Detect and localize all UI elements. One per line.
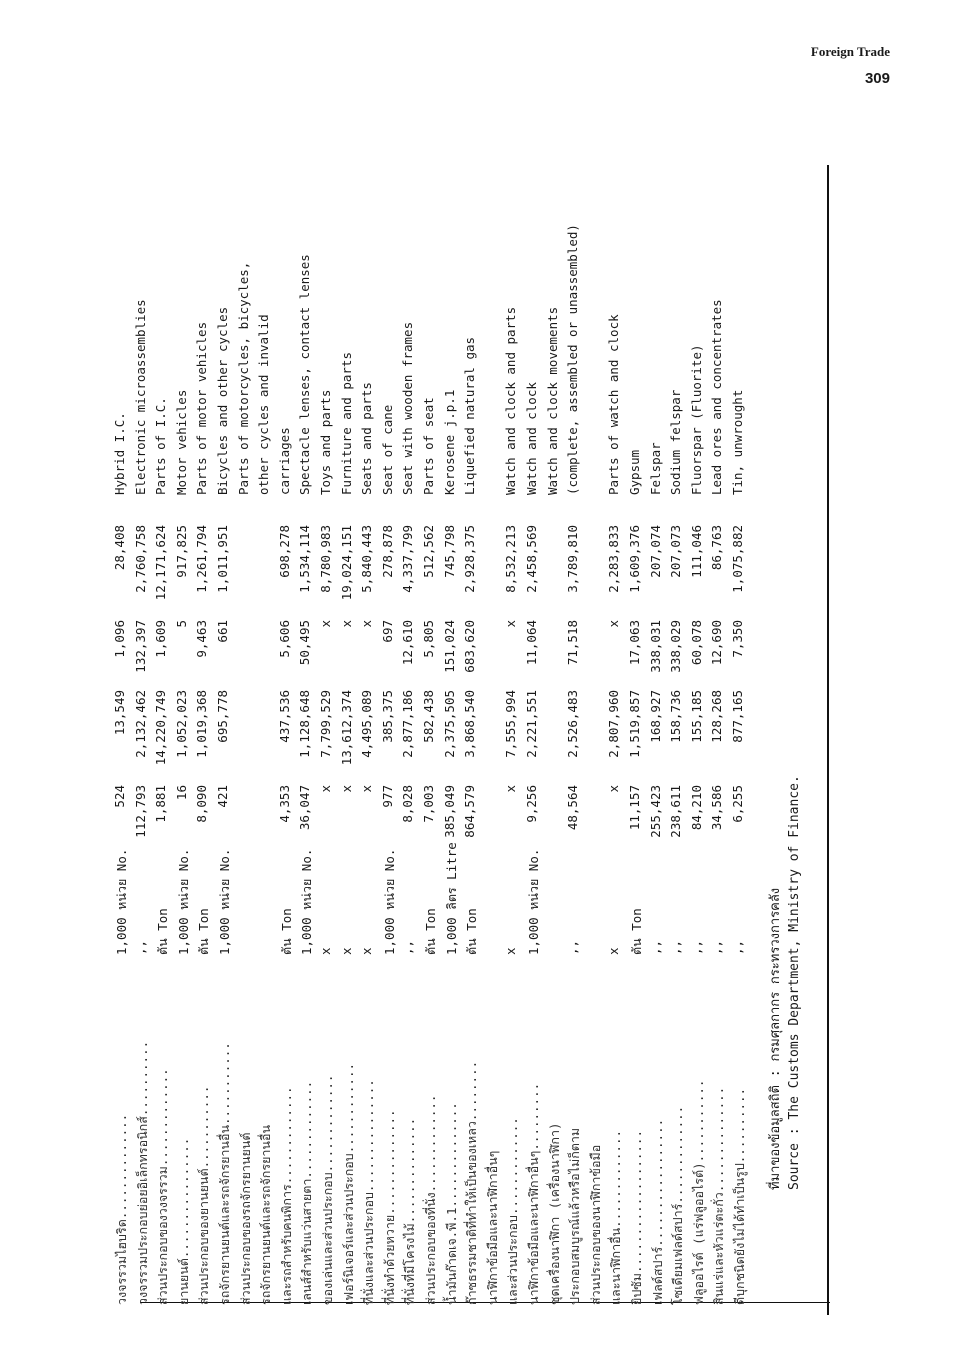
unit-cell: x xyxy=(318,947,333,955)
value-cell: 71,518 xyxy=(565,620,581,666)
value-cell: 48,564 xyxy=(565,785,581,831)
thai-label: ส่วนประกอบของยานยนต์........... xyxy=(196,1085,212,1305)
unit-cell: 1,000 หน่วย No. xyxy=(381,848,397,955)
value-cell: 385,375 xyxy=(379,690,395,743)
english-label: Seats and parts xyxy=(359,382,375,495)
value-cell: x xyxy=(318,620,333,628)
value-cell: 112,793 xyxy=(132,785,148,838)
english-label: Parts of seat xyxy=(421,397,436,495)
unit-cell: ,, xyxy=(132,939,148,955)
value-cell: x xyxy=(359,785,375,793)
table-row xyxy=(277,145,299,1305)
value-cell: 864,579 xyxy=(462,785,478,838)
table-row xyxy=(400,145,422,1305)
value-cell: 582,438 xyxy=(421,690,436,743)
english-label: other cycles and invalid xyxy=(256,314,272,495)
table-row xyxy=(648,145,670,1305)
value-cell: 7,350 xyxy=(730,620,745,658)
table-row xyxy=(668,145,690,1305)
table-row xyxy=(462,145,484,1305)
thai-label: ที่นั่งทำด้วยหวาย.............. xyxy=(381,1109,397,1305)
value-cell: x xyxy=(338,620,354,628)
table-row xyxy=(133,145,155,1305)
english-label: carriages xyxy=(276,427,292,495)
value-cell: 3,868,540 xyxy=(462,690,478,758)
page-header xyxy=(811,44,890,87)
english-label: Motor vehicles xyxy=(173,389,189,495)
unit-cell: ,, xyxy=(688,939,704,955)
unit-cell: x xyxy=(359,947,375,955)
table-row xyxy=(606,145,628,1305)
english-label: Parts of motorcycles, bicycles, xyxy=(235,261,251,495)
value-cell: 86,763 xyxy=(709,525,725,571)
thai-label: ส่วนประกอบของรถจักรยานยนต์ xyxy=(237,1132,253,1305)
thai-label: ฟลูออไรต์ (แร่ฟลูออไรต์)........... xyxy=(690,1079,706,1305)
value-cell: 4,353 xyxy=(276,785,292,823)
value-cell: 34,586 xyxy=(709,785,725,831)
value-cell: 2,283,833 xyxy=(606,525,622,593)
value-cell: 5,805 xyxy=(421,620,436,658)
english-label: Felspar xyxy=(647,442,663,495)
table-row xyxy=(586,145,608,1305)
unit-cell: 1,000 ลิตร Litre xyxy=(443,842,459,955)
value-cell: 7,003 xyxy=(421,785,436,823)
english-label: Toys and parts xyxy=(318,389,333,495)
table-row xyxy=(730,145,752,1305)
value-cell: 8,532,213 xyxy=(503,525,519,593)
value-cell: 1,519,857 xyxy=(627,690,642,758)
unit-cell: ตัน Ton xyxy=(423,908,438,955)
value-cell: 8,090 xyxy=(194,785,210,823)
english-label: Spectacle lenses, contact lenses xyxy=(297,254,313,495)
english-label: (complete, assembled or unassembled) xyxy=(565,224,581,495)
thai-label: โซเดียมเฟลด์สปาร์............. xyxy=(670,1105,686,1305)
unit-cell: ตัน Ton xyxy=(629,908,644,955)
value-cell: 12,690 xyxy=(709,620,725,666)
value-cell: 12,610 xyxy=(400,620,416,666)
value-cell: 385,049 xyxy=(441,785,457,838)
value-cell: 745,798 xyxy=(441,525,457,578)
table-row xyxy=(318,145,340,1305)
value-cell: 698,278 xyxy=(276,525,292,578)
value-cell: 2,132,462 xyxy=(132,690,148,758)
section-title: Foreign Trade xyxy=(810,44,890,59)
value-cell: 1,261,794 xyxy=(194,525,210,593)
value-cell: 5,606 xyxy=(276,620,292,658)
value-cell: 2,526,483 xyxy=(565,690,581,758)
thai-label: ส่วนประกอบของที่นั่ง............. xyxy=(423,1094,438,1305)
unit-cell: ,, xyxy=(565,939,581,955)
value-cell: 1,075,882 xyxy=(730,525,745,593)
value-cell: 3,789,810 xyxy=(565,525,581,593)
value-cell: 19,024,151 xyxy=(338,525,354,601)
value-cell: 1,019,368 xyxy=(194,690,210,758)
english-label: Parts of watch and clock xyxy=(606,314,622,495)
table-row xyxy=(297,145,319,1305)
value-cell: 7,555,994 xyxy=(503,690,519,758)
thai-label: ที่นั่งและส่วนประกอบ............... xyxy=(361,1079,377,1305)
thai-label: ยานยนต์................ xyxy=(175,1137,191,1305)
english-label: Tin, unwrought xyxy=(730,389,745,495)
page-number: 309 xyxy=(864,70,890,87)
value-cell: 683,620 xyxy=(462,620,478,673)
value-cell: 278,878 xyxy=(379,525,395,578)
value-cell: 977 xyxy=(379,785,395,808)
thai-label: และนาฬิกาอื่น............. xyxy=(608,1129,624,1305)
english-label: Liquefied natural gas xyxy=(462,336,478,495)
unit-cell: 1,000 หน่วย No. xyxy=(299,848,315,955)
table-row xyxy=(565,145,587,1305)
thai-label: ส่วนประกอบของนาฬิกาข้อมือ xyxy=(587,1144,603,1305)
english-label: Fluorspar (Fluorite) xyxy=(688,344,704,495)
value-cell: 238,611 xyxy=(668,785,684,838)
unit-cell: 1,000 หน่วย No. xyxy=(217,848,232,955)
thai-label: ก๊าซธรรมชาติที่ทำให้เป็นของเหลว........ xyxy=(464,1060,480,1305)
english-label: Watch and clock xyxy=(524,382,539,495)
english-label: Watch and clock movements xyxy=(544,306,560,495)
value-cell: 421 xyxy=(215,785,230,808)
value-cell: 8,028 xyxy=(400,785,416,823)
value-cell: 877,165 xyxy=(730,690,745,743)
value-cell: 1,881 xyxy=(153,785,169,823)
thai-label: เฟอร์นิเจอร์และส่วนประกอบ............ xyxy=(340,1062,356,1305)
english-label: Furniture and parts xyxy=(338,352,354,495)
thai-label: ที่นั่งที่มีโครงไม้.............. xyxy=(402,1117,418,1305)
english-label: Hybrid I.C. xyxy=(112,412,127,495)
thai-label: รถจักรยานยนต์และรถจักรยานอื่น xyxy=(258,1124,274,1305)
table-row xyxy=(421,145,443,1305)
thai-label: ของเล่นและส่วนประกอบ............. xyxy=(320,1074,335,1305)
value-cell: 1,534,114 xyxy=(297,525,313,593)
value-cell: 132,397 xyxy=(132,620,148,673)
table-row xyxy=(627,145,649,1305)
english-label: Parts of motor vehicles xyxy=(194,321,210,495)
table-row xyxy=(339,145,361,1305)
source-english: Source : The Customs Department, Ministry of Finance. xyxy=(787,775,802,1190)
unit-cell: ,, xyxy=(647,939,663,955)
table-row xyxy=(483,145,505,1305)
value-cell: 8,780,983 xyxy=(318,525,333,593)
value-cell: 60,078 xyxy=(688,620,704,666)
unit-cell: ,, xyxy=(709,939,725,955)
value-cell: 14,220,749 xyxy=(153,690,169,766)
value-cell: x xyxy=(503,620,519,628)
table-row xyxy=(112,145,134,1305)
value-cell: x xyxy=(503,785,519,793)
unit-cell: 1,000 หน่วย No. xyxy=(526,848,541,955)
english-label: Parts of I.C. xyxy=(153,397,169,495)
value-cell: 36,047 xyxy=(297,785,313,831)
value-cell: 128,268 xyxy=(709,690,725,743)
value-cell: 1,128,648 xyxy=(297,690,313,758)
thai-label: สินแร่และหัวแร่ตะกั่ว.............. xyxy=(711,1086,727,1305)
value-cell: 1,609 xyxy=(153,620,169,658)
value-cell: 11,064 xyxy=(524,620,539,666)
table-row xyxy=(545,145,567,1305)
table-row xyxy=(174,145,196,1305)
value-cell: 16 xyxy=(173,785,189,801)
value-cell: 2,928,375 xyxy=(462,525,478,593)
value-cell: x xyxy=(606,620,622,628)
value-cell: 661 xyxy=(215,620,230,643)
unit-cell: ตัน Ton xyxy=(278,908,294,955)
table-row xyxy=(524,145,546,1305)
english-label: Gypsum xyxy=(627,449,642,495)
value-cell: 512,562 xyxy=(421,525,436,578)
english-label: Bicycles and other cycles xyxy=(215,306,230,495)
value-cell: 2,760,758 xyxy=(132,525,148,593)
value-cell: 7,799,529 xyxy=(318,690,333,758)
value-cell: 1,011,951 xyxy=(215,525,230,593)
value-cell: 255,423 xyxy=(647,785,663,838)
english-label: Kerosene j.p.1 xyxy=(441,389,457,495)
value-cell: 437,536 xyxy=(276,690,292,743)
thai-label: ส่วนประกอบของวงจรรวม............. xyxy=(155,1068,171,1305)
table-row xyxy=(236,145,258,1305)
value-cell: 50,495 xyxy=(297,620,313,666)
unit-cell: 1,000 หน่วย No. xyxy=(175,848,191,955)
value-cell: 155,185 xyxy=(688,690,704,743)
table-row xyxy=(380,145,402,1305)
value-cell: 2,807,960 xyxy=(606,690,622,758)
value-cell: 17,063 xyxy=(627,620,642,666)
value-cell: 2,221,551 xyxy=(524,690,539,758)
thai-label: นาฬิกาข้อมือและนาฬิกาอื่นๆ xyxy=(484,1150,500,1305)
thai-label: วงจรรวมประกอบย่อยอิเล็กทรอนิกส์.......... xyxy=(134,1040,150,1305)
value-cell: 11,157 xyxy=(627,785,642,831)
value-cell: 28,408 xyxy=(112,525,127,571)
value-cell: 917,825 xyxy=(173,525,189,578)
unit-cell: 1,000 หน่วย No. xyxy=(114,848,129,955)
value-cell: 338,031 xyxy=(647,620,663,673)
unit-cell: x xyxy=(503,947,519,955)
value-cell: 338,029 xyxy=(668,620,684,673)
value-cell: 9,256 xyxy=(524,785,539,823)
table-row xyxy=(256,145,278,1305)
english-label: Electronic microassemblies xyxy=(132,299,148,495)
table-row xyxy=(153,145,175,1305)
value-cell: 2,458,569 xyxy=(524,525,539,593)
english-label: Seat with wooden frames xyxy=(400,321,416,495)
unit-cell: x xyxy=(606,947,622,955)
value-cell: 1,096 xyxy=(112,620,127,658)
value-cell: 5,840,443 xyxy=(359,525,375,593)
value-cell: 697 xyxy=(379,620,395,643)
table-row xyxy=(194,145,216,1305)
value-cell: 12,171,624 xyxy=(153,525,169,601)
value-cell: x xyxy=(318,785,333,793)
unit-cell: ,, xyxy=(668,939,684,955)
table-row xyxy=(503,145,525,1305)
english-label: Watch and clock and parts xyxy=(503,306,519,495)
thai-label: เลนส์สำหรับแว่นสายตา............. xyxy=(299,1080,315,1305)
value-cell: 13,612,374 xyxy=(338,690,354,766)
thai-label: ดีบุกชนิดยังไม่ได้ทำเป็นรูป.......... xyxy=(732,1087,747,1305)
value-cell: 207,074 xyxy=(647,525,663,578)
value-cell: 151,024 xyxy=(441,620,457,673)
thai-label: น้ำมันก๊าดเจ.พี.1.............. xyxy=(443,1102,459,1305)
value-cell: 2,375,505 xyxy=(441,690,457,758)
thai-label: รถจักรยานยนต์และรถจักรยานอื่น........... xyxy=(217,1042,232,1305)
thai-label: ยิปซัม................... xyxy=(629,1130,644,1305)
value-cell: x xyxy=(606,785,622,793)
value-cell: 695,778 xyxy=(215,690,230,743)
table-row xyxy=(689,145,711,1305)
value-cell: 4,337,799 xyxy=(400,525,416,593)
table-row xyxy=(215,145,237,1305)
value-cell: x xyxy=(359,620,375,628)
english-label: Lead ores and concentrates xyxy=(709,299,725,495)
unit-cell: ,, xyxy=(400,939,416,955)
thai-label: และรถสำหรับคนพิการ............. xyxy=(278,1086,294,1305)
value-cell: 158,736 xyxy=(668,690,684,743)
value-cell: 207,073 xyxy=(668,525,684,578)
value-cell: 5 xyxy=(173,620,189,628)
rotated-table xyxy=(112,145,832,1305)
thai-label: และส่วนประกอบ............. xyxy=(505,1117,521,1305)
value-cell: 1,609,376 xyxy=(627,525,642,593)
value-cell: 13,549 xyxy=(112,690,127,736)
thai-label: ประกอบสมบูรณ์แล้วหรือไม่ก็ตาม xyxy=(567,1127,583,1305)
unit-cell: ,, xyxy=(730,939,745,955)
thai-label: ชุดเครื่องนาฬิกา (เครื่องนาฬิกา) xyxy=(546,1122,562,1305)
value-cell: 1,052,023 xyxy=(173,690,189,758)
value-cell: 2,877,186 xyxy=(400,690,416,758)
value-cell: 524 xyxy=(112,785,127,808)
value-cell: 168,927 xyxy=(647,690,663,743)
value-cell: 4,495,089 xyxy=(359,690,375,758)
value-cell: 111,046 xyxy=(688,525,704,578)
thai-label: เฟลด์สปาร์................. xyxy=(649,1118,665,1305)
value-cell: 6,255 xyxy=(730,785,745,823)
table-row xyxy=(359,145,381,1305)
unit-cell: ตัน Ton xyxy=(155,908,171,955)
value-cell: x xyxy=(338,785,354,793)
table-row xyxy=(709,145,731,1305)
value-cell: 9,463 xyxy=(194,620,210,658)
english-label: Sodium felspar xyxy=(668,389,684,495)
thai-label: วงจรรวมไฮบริด.............. xyxy=(114,1113,129,1305)
thai-label: นาฬิกาข้อมือและนาฬิกาอื่นๆ......... xyxy=(526,1082,541,1305)
unit-cell: ตัน Ton xyxy=(196,908,212,955)
table-row xyxy=(442,145,464,1305)
unit-cell: x xyxy=(338,947,354,955)
english-label: Seat of cane xyxy=(379,404,395,495)
source-thai: ที่มาของข้อมูลสถิติ : กรมศุลกากร กระทรวงการคลัง xyxy=(768,887,783,1190)
unit-cell: ตัน Ton xyxy=(464,908,480,955)
value-cell: 84,210 xyxy=(688,785,704,831)
